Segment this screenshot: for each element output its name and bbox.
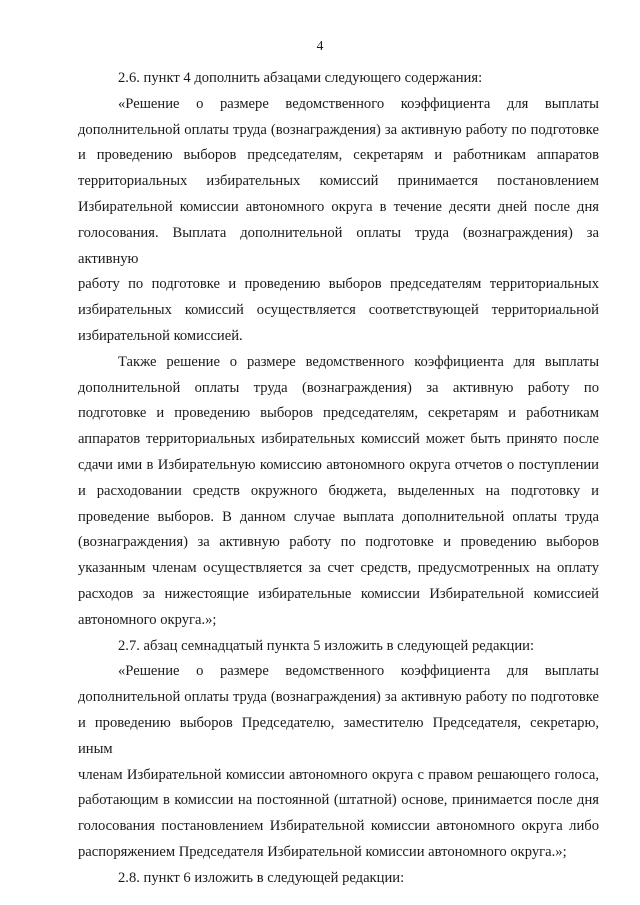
text-line: голосования постановлением Избирательной комиссии автономного округа либо (78, 818, 599, 835)
text-line: «Решение о размере ведомственного коэффициента для выплаты (118, 95, 599, 112)
text-line: распоряжением Председателя Избирательной комиссии автономного округа.»; (78, 843, 567, 860)
text-line: и проведению выборов председателям, секретарям и работникам аппаратов (78, 147, 599, 164)
text-line: автономного округа.»; (78, 611, 217, 628)
text-line: и проведению выборов Председателю, заместителю Председателя, секретарю, иным (78, 714, 599, 757)
text-line: 2.8. пункт 6 изложить в следующей редакции: (118, 869, 405, 886)
text-line: расходов за нижестоящие избирательные комиссии Избирательной комиссией (78, 585, 599, 602)
text-line: работу по подготовке и проведению выборов председателям территориальных (78, 276, 599, 293)
text-line: членам Избирательной комиссии автономного округа с правом решающего голоса, (78, 766, 599, 783)
text-line: дополнительной оплаты труда (вознаграждения) за активную работу по (78, 379, 599, 396)
text-line: аппаратов территориальных избирательных комиссий может быть принято после (78, 431, 599, 448)
text-line: сдачи ими в Избирательную комиссию автономного округа отчетов о поступлении (78, 456, 599, 473)
text-line: указанным членам осуществляется за счет средств, предусмотренных на оплату (78, 560, 599, 577)
text-line: подготовке и проведению выборов председателям, секретарям и работникам (78, 405, 599, 422)
text-line: дополнительной оплаты труда (вознаграждения) за активную работу по подготовке (78, 689, 599, 706)
page-number: 4 (316, 38, 324, 53)
text-line: дополнительной оплаты труда (вознаграждения) за активную работу по подготовке (78, 121, 599, 138)
text-line: избирательной комиссией. (78, 327, 243, 344)
text-line: (вознаграждения) за активную работу по подготовке и проведению выборов (78, 534, 599, 551)
text-line: и расходовании средств окружного бюджета, выделенных на подготовку и (78, 482, 599, 499)
text-line: территориальных избирательных комиссий принимается постановлением (78, 173, 599, 190)
text-line: работающим в комиссии на постоянной (штатной) основе, принимается после дня (78, 792, 599, 809)
document-body (78, 66, 599, 892)
text-line: 2.7. абзац семнадцатый пункта 5 изложить в следующей редакции: (118, 637, 535, 654)
text-line: 2.6. пункт 4 дополнить абзацами следующего содержания: (118, 70, 483, 86)
text-line: «Решение о размере ведомственного коэффициента для выплаты (118, 663, 599, 680)
text-line: проведение выборов. В данном случае выплата дополнительной оплаты труда (78, 508, 599, 525)
text-line: избирательных комиссий осуществляется соответствующей территориальной (78, 302, 599, 319)
text-line: Избирательной комиссии автономного округа в течение десяти дней после дня (78, 198, 599, 215)
text-line: Также решение о размере ведомственного коэффициента для выплаты (118, 353, 599, 370)
text-line: голосования. Выплата дополнительной оплаты труда (вознаграждения) за активную (78, 224, 599, 267)
